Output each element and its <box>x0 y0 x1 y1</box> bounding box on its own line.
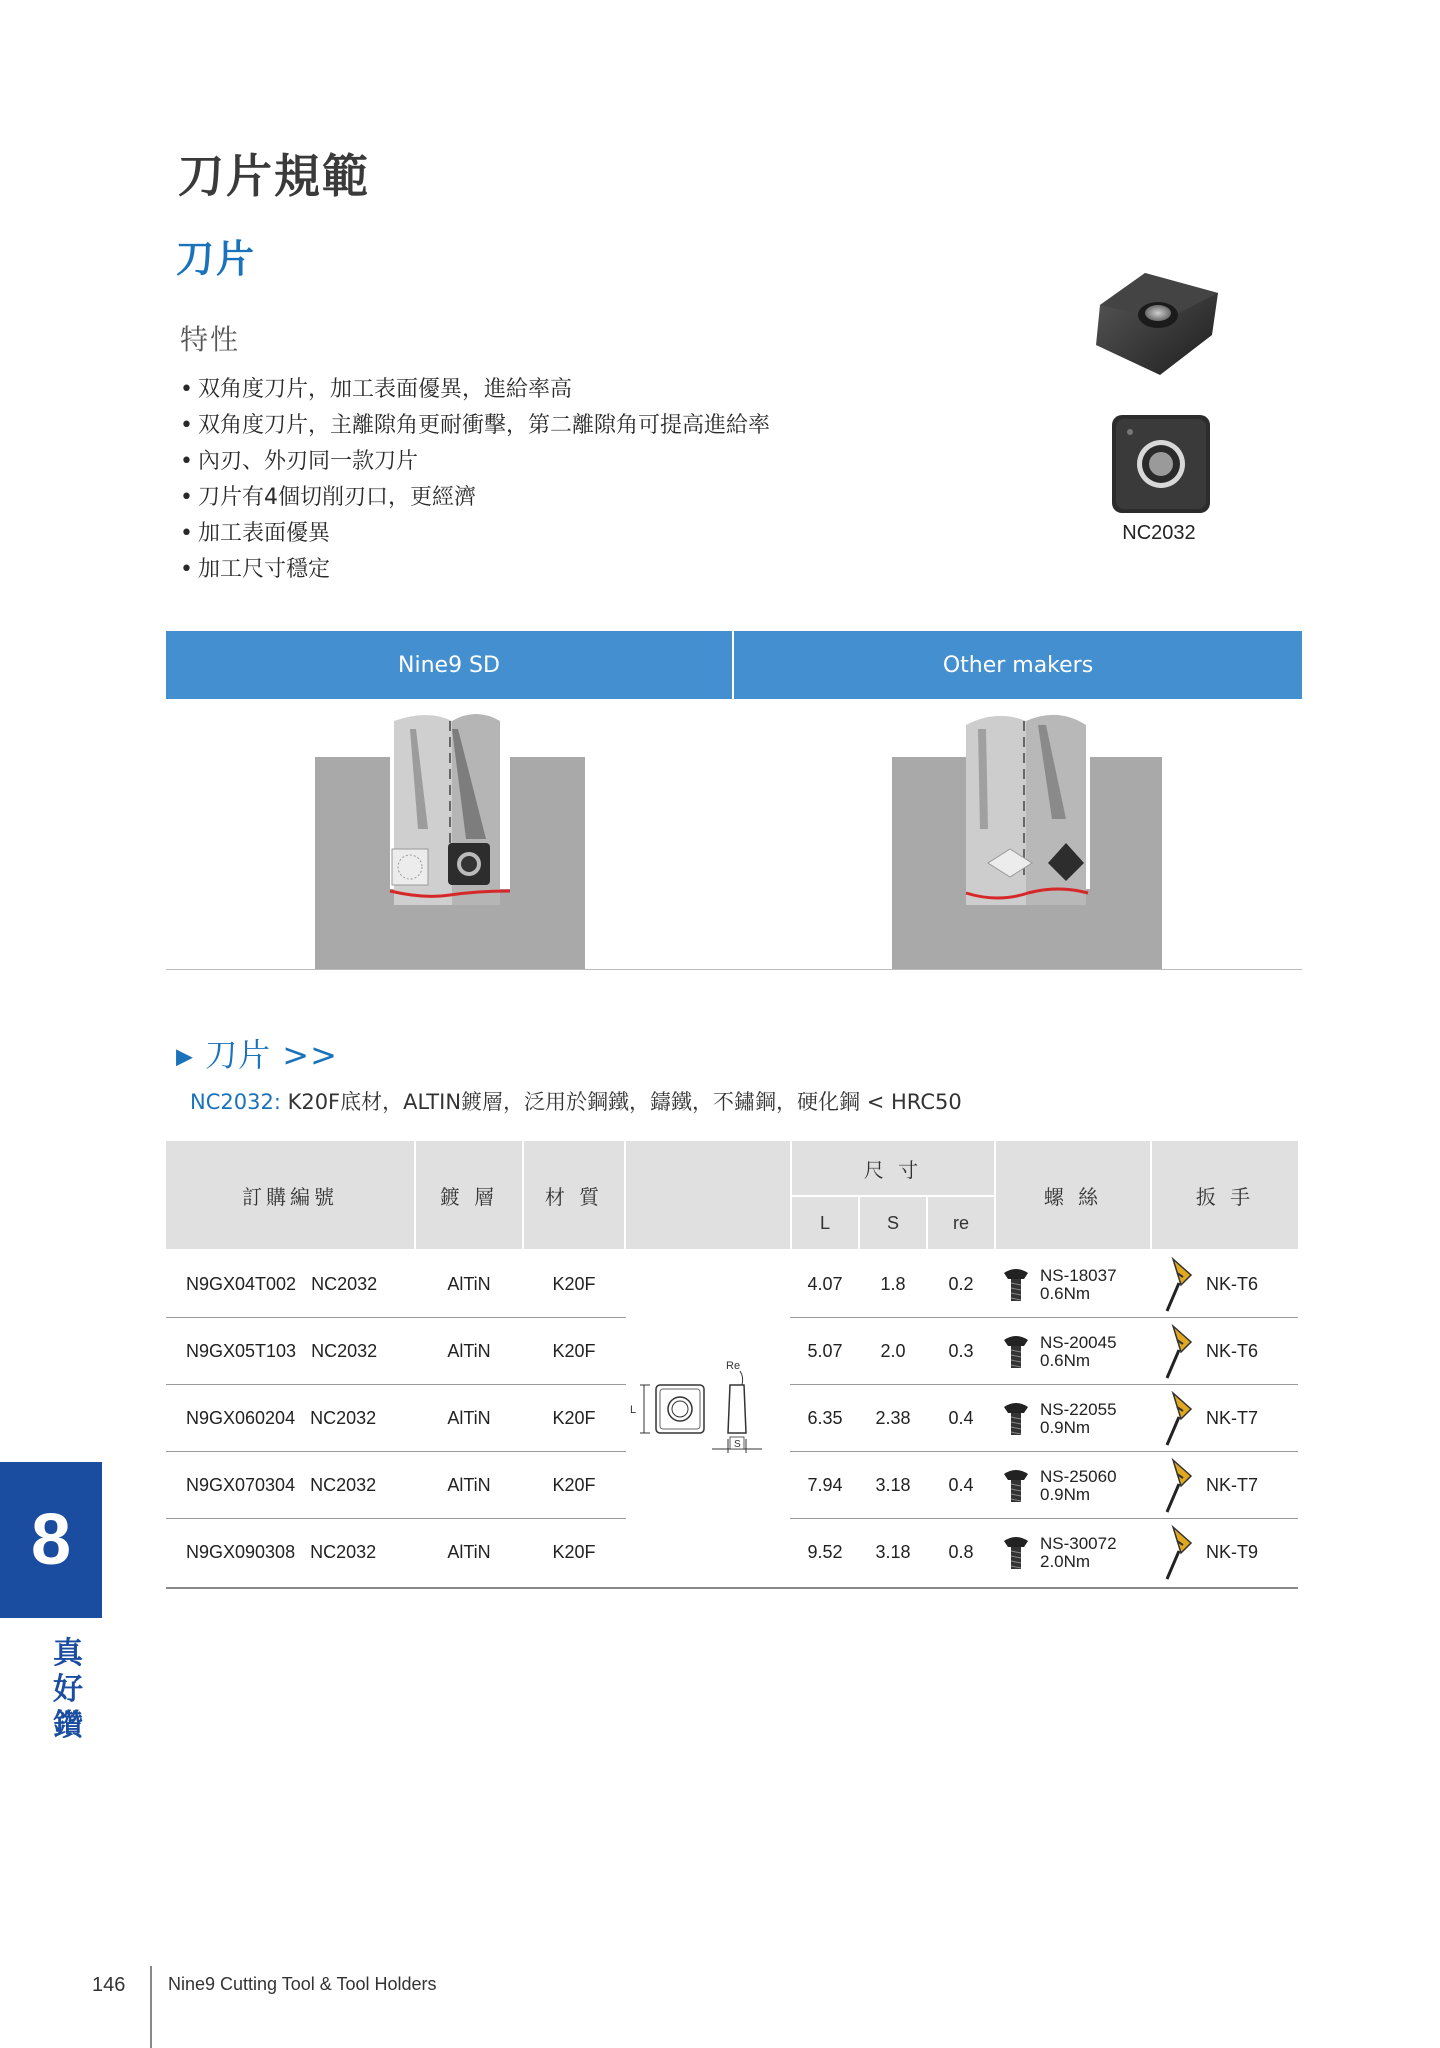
insert-photo-icon <box>1090 265 1230 515</box>
cell-screw <box>1040 1251 1150 1318</box>
table-bottom-line <box>166 1587 1298 1589</box>
insert-heading <box>176 1030 338 1076</box>
insert-heading-label: 刀片 >> <box>205 1036 338 1074</box>
cell-order-no: N9GX060204 NC2032 <box>186 1408 377 1428</box>
cell-coating: AlTiN <box>447 1542 491 1562</box>
grade-label: NC2032: <box>190 1090 281 1114</box>
wrench-icon <box>1156 1519 1200 1586</box>
header-diagram <box>626 1141 790 1249</box>
screw-code: NS-22055 <box>1040 1399 1117 1419</box>
nine9-tool-illustration <box>315 714 585 969</box>
page-number: 146 <box>92 1974 126 1996</box>
feature-item: • 双角度刀片，加工表面優異，進給率高 <box>180 372 770 408</box>
cell-wrench: NK-T6 <box>1206 1274 1259 1294</box>
wrench-icon <box>1156 1385 1200 1452</box>
play-triangle-icon: ▶ <box>176 1044 194 1070</box>
wrench-icon <box>1156 1452 1200 1519</box>
cell-order-no: N9GX05T103 NC2032 <box>186 1341 378 1361</box>
cell-screw <box>1040 1452 1150 1519</box>
cell-wrench: NK-T7 <box>1206 1408 1259 1428</box>
screw-code: NS-25060 <box>1040 1466 1117 1486</box>
insert-dimension-diagram <box>626 1341 790 1521</box>
cell-order-no: N9GX090308 NC2032 <box>186 1542 377 1562</box>
comparison-left-header: Nine9 SD <box>166 631 732 699</box>
header-screw: 螺 絲 <box>996 1141 1150 1249</box>
cell-material: K20F <box>552 1408 596 1428</box>
screw-torque: 0.6Nm <box>1040 1350 1091 1370</box>
screw-torque: 0.9Nm <box>1040 1484 1091 1504</box>
cell-material: K20F <box>552 1542 596 1562</box>
cell-dim-l: 4.07 <box>807 1274 843 1294</box>
comparison-panel <box>166 631 1302 971</box>
header-dim-re: re <box>928 1197 994 1249</box>
other-maker-tool-illustration <box>892 715 1162 969</box>
product-caption: NC2032 <box>1122 522 1196 544</box>
comparison-baseline <box>166 969 1302 970</box>
chapter-tab[interactable]: 8 <box>0 1462 102 1618</box>
feature-item: • 双角度刀片，主離隙角更耐衝擊，第二離隙角可提高進給率 <box>180 408 770 444</box>
cell-material: K20F <box>552 1475 596 1495</box>
product-image <box>1090 265 1230 515</box>
cell-dim-re: 0.4 <box>948 1408 974 1428</box>
feature-item: • 加工尺寸穩定 <box>180 552 770 588</box>
cell-dim-re: 0.2 <box>948 1274 974 1294</box>
insert-description <box>190 1086 962 1116</box>
cell-dim-re: 0.3 <box>948 1341 974 1361</box>
page-title: 刀片規範 <box>178 149 370 203</box>
cell-dim-re: 0.4 <box>948 1475 974 1495</box>
cell-dim-s: 3.18 <box>875 1475 911 1495</box>
footer-divider <box>150 1966 152 2048</box>
footer-text: Nine9 Cutting Tool & Tool Holders <box>168 1974 437 1994</box>
cell-wrench: NK-T9 <box>1206 1542 1259 1562</box>
cell-dim-l: 7.94 <box>807 1475 843 1495</box>
cell-order-no: N9GX070304 NC2032 <box>186 1475 377 1495</box>
wrench-icon <box>1156 1318 1200 1385</box>
cell-screw <box>1040 1519 1150 1586</box>
cell-dim-l: 6.35 <box>807 1408 843 1428</box>
cell-dim-s: 2.0 <box>880 1341 906 1361</box>
header-coating: 鍍 層 <box>416 1141 522 1249</box>
screw-code: NS-30072 <box>1040 1533 1117 1553</box>
cell-dim-l: 9.52 <box>807 1542 843 1562</box>
cell-coating: AlTiN <box>447 1408 491 1428</box>
cell-coating: AlTiN <box>447 1274 491 1294</box>
svg-text:S: S <box>734 1439 741 1450</box>
screw-icon <box>996 1519 1036 1586</box>
cell-dim-re: 0.8 <box>948 1542 974 1562</box>
feature-list <box>180 372 770 588</box>
cell-material: K20F <box>552 1341 596 1361</box>
svg-text:Re: Re <box>726 1360 741 1372</box>
screw-torque: 0.9Nm <box>1040 1417 1091 1437</box>
comparison-right-header: Other makers <box>734 631 1302 699</box>
cell-coating: AlTiN <box>447 1475 491 1495</box>
wrench-icon <box>1156 1251 1200 1318</box>
cell-wrench: NK-T6 <box>1206 1341 1259 1361</box>
screw-icon <box>996 1318 1036 1385</box>
header-order-no: 訂購編號 <box>166 1141 414 1249</box>
cell-dim-l: 5.07 <box>807 1341 843 1361</box>
screw-icon <box>996 1385 1036 1452</box>
cell-dim-s: 2.38 <box>875 1408 911 1428</box>
header-dim-s: S <box>860 1197 926 1249</box>
features-title: 特性 <box>180 323 241 356</box>
cell-wrench: NK-T7 <box>1206 1475 1259 1495</box>
cell-dim-s: 1.8 <box>880 1274 906 1294</box>
cell-screw <box>1040 1318 1150 1385</box>
screw-icon <box>996 1452 1036 1519</box>
feature-item: • 加工表面優異 <box>180 516 770 552</box>
screw-torque: 0.6Nm <box>1040 1283 1091 1303</box>
header-wrench: 扳 手 <box>1152 1141 1298 1249</box>
header-dimensions: 尺 寸 <box>792 1141 994 1195</box>
screw-code: NS-18037 <box>1040 1265 1117 1285</box>
feature-item: • 內刃、外刃同一款刀片 <box>180 444 770 480</box>
cell-order-no: N9GX04T002 NC2032 <box>186 1274 378 1294</box>
comparison-illustration <box>166 699 1302 971</box>
grade-description: K20F底材，ALTIN鍍層，泛用於鋼鐵，鑄鐵，不鏽鋼，硬化鋼 < HRC50 <box>280 1090 962 1114</box>
cell-dim-s: 3.18 <box>875 1542 911 1562</box>
side-label: 真 好 鑽 <box>53 1636 83 1743</box>
screw-code: NS-20045 <box>1040 1332 1117 1352</box>
cell-screw <box>1040 1385 1150 1452</box>
header-dim-l: L <box>792 1197 858 1249</box>
svg-text:L: L <box>630 1404 637 1416</box>
cell-material: K20F <box>552 1274 596 1294</box>
section-title: 刀片 <box>176 237 257 281</box>
header-material: 材 質 <box>524 1141 624 1249</box>
screw-icon <box>996 1251 1036 1318</box>
feature-item: • 刀片有4個切削刃口，更經濟 <box>180 480 770 516</box>
screw-torque: 2.0Nm <box>1040 1551 1091 1571</box>
cell-coating: AlTiN <box>447 1341 491 1361</box>
